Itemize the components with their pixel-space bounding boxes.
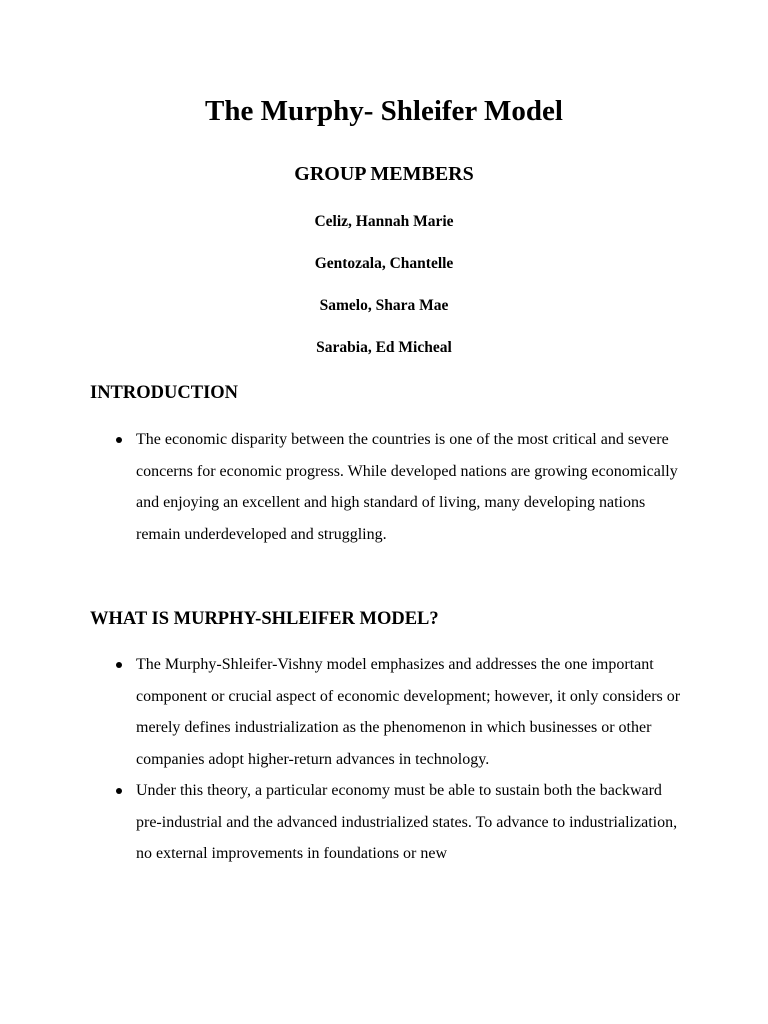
document-title: The Murphy- Shleifer Model <box>205 95 563 127</box>
what-is-model-bullets <box>90 649 690 870</box>
member-name: Samelo, Shara Mae <box>319 297 449 314</box>
member-name: Sarabia, Ed Micheal <box>316 339 452 356</box>
introduction-bullets <box>90 424 690 550</box>
what-is-model-heading: WHAT IS MURPHY-SHLEIFER MODEL? <box>90 609 439 629</box>
bullet-icon <box>116 788 122 794</box>
bullet-item <box>90 649 690 775</box>
bullet-text: Under this theory, a particular economy must be able to sustain both the backward pre-industrial and the advanced industrialized states. To advance to industrialization, no external improvements in foundations or new <box>136 782 678 862</box>
member-name: Gentozala, Chantelle <box>314 255 454 272</box>
bullet-item <box>90 775 690 870</box>
member-list <box>0 208 768 376</box>
member-name: Celiz, Hannah Marie <box>314 213 454 230</box>
bullet-icon <box>116 437 122 443</box>
group-members-heading: GROUP MEMBERS <box>294 163 474 185</box>
bullet-icon <box>116 662 122 668</box>
introduction-heading: INTRODUCTION <box>90 383 239 403</box>
bullet-text: The economic disparity between the countries is one of the most critical and severe concerns for economic progress. While developed nations are growing economically and enjoying an excellent and high standard of living, many developing nations remain underdeveloped and struggling. <box>136 431 678 543</box>
bullet-item <box>90 424 690 550</box>
bullet-text: The Murphy-Shleifer-Vishny model emphasizes and addresses the one important component or crucial aspect of economic development; however, it only considers or merely defines industrialization as the phenomenon in which businesses or other companies adopt higher-return advances in technology. <box>136 656 681 768</box>
